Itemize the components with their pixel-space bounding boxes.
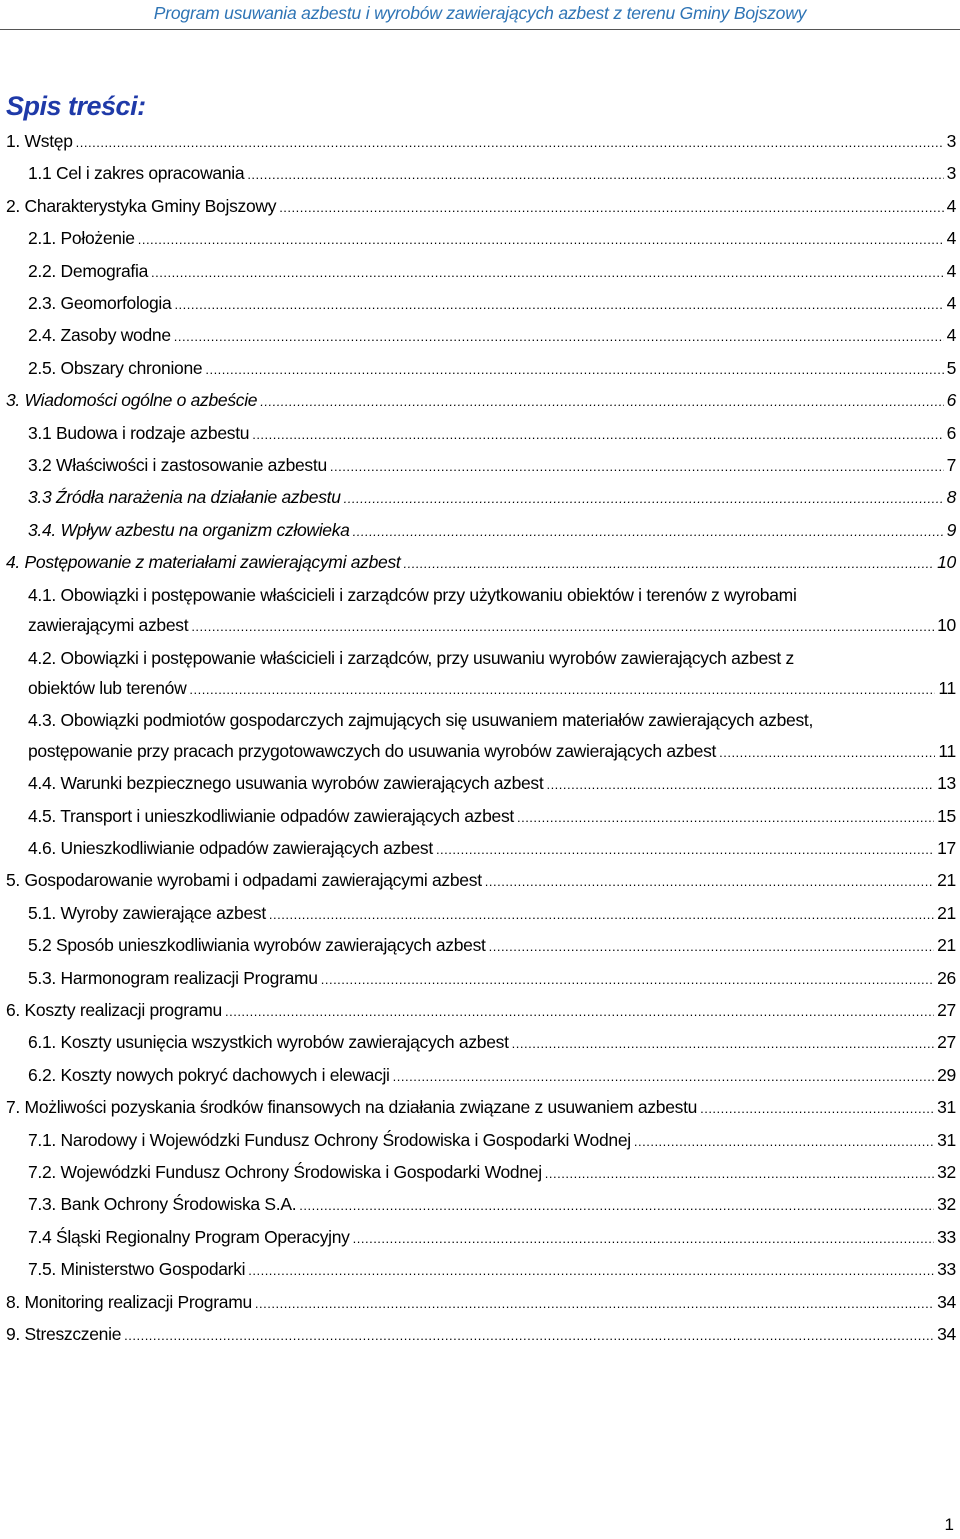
toc-page-number: 6 — [946, 422, 956, 443]
toc-entry[interactable] — [0, 385, 960, 417]
toc-page-number: 29 — [937, 1064, 956, 1085]
toc-entry-text: 9. Streszczenie — [6, 1324, 122, 1345]
toc-entry-text: zawierającymi azbest — [28, 615, 189, 636]
toc-leader-dots — [260, 387, 943, 417]
toc-leader-dots — [174, 322, 944, 352]
toc-leader-dots — [255, 1289, 934, 1319]
toc-title: Spis treści: — [6, 91, 146, 121]
toc-leader-dots — [279, 193, 943, 223]
toc-entry-text: 3.3 Źródła narażenia na działanie azbestu — [28, 487, 341, 508]
toc-entry-text: obiektów lub terenów — [28, 677, 187, 698]
toc-entry[interactable] — [0, 1157, 960, 1189]
toc-entry[interactable] — [0, 1287, 960, 1319]
toc-entry[interactable] — [0, 158, 960, 190]
toc-leader-dots — [330, 452, 944, 482]
toc-entry-text: 5.1. Wyroby zawierające azbest — [28, 902, 266, 923]
toc-entry[interactable] — [0, 801, 960, 833]
toc-entry-text: 5.2 Sposób unieszkodliwiania wyrobów zawierających azbest — [28, 935, 486, 956]
toc-leader-dots — [321, 965, 934, 995]
toc-entry[interactable] — [0, 1125, 960, 1157]
toc-entry[interactable] — [0, 1222, 960, 1254]
toc-entry-row — [6, 1092, 960, 1124]
toc-leader-dots — [489, 932, 935, 962]
toc-entry-text: 2.5. Obszary chronione — [28, 357, 203, 378]
toc-entry[interactable] — [0, 580, 960, 643]
toc-entry-text-line1: 4.1. Obowiązki i postępowanie właścicieli i zarządców przy użytkowaniu obiektów i terenów z wyrobami — [28, 584, 797, 605]
toc-entry[interactable] — [0, 1027, 960, 1059]
toc-entry-row — [28, 450, 960, 482]
toc-entry[interactable] — [0, 126, 960, 158]
toc-entry[interactable] — [0, 930, 960, 962]
toc-leader-dots — [174, 290, 943, 320]
toc-entry-row — [28, 1254, 960, 1286]
toc-entry-row — [28, 610, 960, 642]
toc-leader-dots — [248, 1256, 934, 1286]
toc-entry[interactable] — [0, 1092, 960, 1124]
toc-entry-row — [28, 256, 960, 288]
toc-leader-dots — [252, 420, 943, 450]
toc-page-number: 32 — [937, 1194, 956, 1215]
toc-entry-row — [28, 158, 960, 190]
toc-entry-row — [28, 320, 960, 352]
toc-entry-text: 4. Postępowanie z materiałami zawierającymi azbest — [6, 552, 401, 573]
toc-entry-text-line1: 4.2. Obowiązki i postępowanie właścicieli i zarządców, przy usuwaniu wyrobów zawierających azbest z — [28, 647, 794, 668]
toc-entry-row — [6, 1319, 960, 1351]
toc-page-number: 34 — [937, 1324, 956, 1345]
toc-leader-dots — [719, 738, 935, 768]
toc-leader-dots — [189, 675, 935, 705]
toc-page-number: 32 — [937, 1162, 956, 1182]
toc-entry-row — [28, 288, 960, 320]
toc-page-number: 34 — [937, 1291, 956, 1312]
toc-entry-text: 2.1. Położenie — [28, 228, 135, 249]
toc-leader-dots — [634, 1127, 934, 1157]
toc-entry-row — [6, 1287, 960, 1319]
toc-leader-dots — [191, 612, 934, 642]
toc-page-number: 21 — [937, 935, 956, 956]
toc-entry[interactable] — [0, 515, 960, 547]
toc-page-number: 10 — [937, 615, 956, 636]
toc-page-number: 4 — [946, 260, 956, 281]
toc-entry[interactable] — [0, 1189, 960, 1221]
toc-entry-text: 3. Wiadomości ogólne o azbeście — [6, 390, 258, 411]
toc-entry-text: 7. Możliwości pozyskania środków finansowych na działania związane z usuwaniem azbestu — [6, 1097, 698, 1118]
toc-entry-row — [6, 191, 960, 223]
toc-entry-text: 1. Wstęp — [6, 131, 73, 151]
toc-entry-row — [28, 963, 960, 995]
toc-page-number: 27 — [937, 999, 956, 1020]
toc-page-number: 31 — [937, 1097, 956, 1118]
toc-entry-row — [28, 353, 960, 385]
toc-page-number: 3 — [946, 163, 956, 184]
toc-page-number: 3 — [946, 131, 956, 151]
toc-entry-row — [28, 1157, 960, 1189]
toc-entry[interactable] — [0, 353, 960, 385]
toc-entry-text-line1: 4.3. Obowiązki podmiotów gospodarczych zajmujących się usuwaniem materiałów zawierających azbest, — [28, 710, 814, 731]
toc-page-number: 4 — [946, 325, 956, 346]
running-header: Program usuwania azbestu i wyrobów zawierających azbest z terenu Gminy Bojszowy — [153, 3, 807, 23]
toc-entry[interactable] — [0, 547, 960, 579]
toc-page-number: 17 — [937, 837, 956, 858]
toc-leader-dots — [545, 1159, 934, 1189]
toc-page-number: 11 — [938, 740, 956, 761]
toc-entry[interactable] — [0, 418, 960, 450]
toc-leader-dots — [225, 997, 934, 1027]
toc-page-number: 31 — [937, 1129, 956, 1150]
toc-leader-dots — [247, 160, 943, 190]
toc-entry-row — [28, 768, 960, 800]
page-number: 1 — [944, 1515, 954, 1534]
toc-entry[interactable] — [0, 768, 960, 800]
toc-entry-text: 5. Gospodarowanie wyrobami i odpadami zawierającymi azbest — [6, 870, 482, 891]
toc-page-number: 26 — [937, 967, 956, 988]
toc-entry[interactable] — [0, 833, 960, 865]
toc-entry[interactable] — [0, 898, 960, 930]
toc-entry-row — [28, 1125, 960, 1157]
toc-entry-text: 6.1. Koszty usunięcia wszystkich wyrobów zawierających azbest — [28, 1032, 509, 1053]
toc-leader-dots — [700, 1094, 934, 1124]
toc-entry[interactable] — [0, 320, 960, 352]
toc-entry-text: 5.3. Harmonogram realizacji Programu — [28, 967, 318, 988]
toc-entry-text: 3.2 Właściwości i zastosowanie azbestu — [28, 455, 327, 476]
toc-entry-row — [28, 1222, 960, 1254]
toc-leader-dots — [151, 258, 944, 288]
toc-entry-text: 2. Charakterystyka Gminy Bojszowy — [6, 195, 277, 216]
toc-entry-text: 7.4 Śląski Regionalny Program Operacyjny — [28, 1226, 350, 1247]
toc-entry-row — [28, 482, 960, 514]
toc-leader-dots — [393, 1062, 934, 1092]
toc-entry[interactable] — [0, 1254, 960, 1286]
toc-page-number: 15 — [937, 805, 956, 826]
toc-entry-row — [6, 865, 960, 897]
toc-page-number: 13 — [937, 773, 956, 794]
toc-entry-row — [28, 223, 960, 255]
toc-entry[interactable] — [0, 288, 960, 320]
toc-entry-row — [28, 898, 960, 930]
toc-entry-row — [28, 1027, 960, 1059]
toc-entry-row — [28, 801, 960, 833]
toc-page-number: 27 — [937, 1032, 956, 1053]
toc-entry-row — [6, 995, 960, 1027]
toc-page-number: 4 — [946, 195, 956, 216]
toc-entry-text: 3.4. Wpływ azbestu na organizm człowieka — [28, 519, 350, 540]
toc-leader-dots — [124, 1321, 934, 1351]
toc-entry-row — [28, 1189, 960, 1221]
toc-leader-dots — [517, 803, 934, 833]
toc-leader-dots — [205, 355, 943, 385]
toc-entry-text: 7.2. Wojewódzki Fundusz Ochrony Środowiska i Gospodarki Wodnej — [28, 1162, 542, 1182]
toc-entry-row — [28, 673, 960, 705]
table-of-contents — [0, 126, 960, 1351]
toc-entry-text: 4.6. Unieszkodliwianie odpadów zawierających azbest — [28, 837, 433, 858]
toc-entry-text: 7.3. Bank Ochrony Środowiska S.A. — [28, 1194, 297, 1215]
toc-page-number: 5 — [946, 357, 956, 378]
toc-entry[interactable] — [0, 223, 960, 255]
toc-entry-text: 1.1 Cel i zakres opracowania — [28, 163, 245, 184]
toc-entry[interactable] — [0, 963, 960, 995]
toc-entry[interactable] — [0, 482, 960, 514]
toc-entry[interactable] — [0, 865, 960, 897]
toc-page-number: 10 — [937, 552, 956, 573]
toc-entry[interactable] — [0, 1060, 960, 1092]
toc-entry-text: 8. Monitoring realizacji Programu — [6, 1291, 252, 1312]
toc-entry-text: 2.3. Geomorfologia — [28, 293, 172, 314]
toc-page-number: 8 — [946, 487, 956, 508]
toc-leader-dots — [353, 517, 944, 547]
toc-leader-dots — [269, 900, 934, 930]
toc-entry[interactable] — [0, 995, 960, 1027]
toc-entry-row — [28, 1060, 960, 1092]
toc-leader-dots — [76, 128, 944, 158]
toc-entry[interactable] — [0, 1319, 960, 1351]
toc-leader-dots — [344, 484, 944, 514]
toc-page-number: 6 — [946, 390, 956, 411]
toc-entry-text: 4.5. Transport i unieszkodliwianie odpadów zawierających azbest — [28, 805, 514, 826]
toc-entry-row — [28, 736, 960, 768]
toc-entry[interactable] — [0, 643, 960, 706]
toc-leader-dots — [299, 1191, 934, 1221]
toc-entry-row — [28, 833, 960, 865]
toc-entry[interactable] — [0, 450, 960, 482]
toc-page-number: 33 — [937, 1259, 956, 1280]
toc-entry-row — [28, 515, 960, 547]
toc-entry-row — [6, 385, 960, 417]
toc-entry-text: 6.2. Koszty nowych pokryć dachowych i elewacji — [28, 1064, 390, 1085]
toc-entry-text: 7.1. Narodowy i Wojewódzki Fundusz Ochrony Środowiska i Gospodarki Wodnej — [28, 1129, 631, 1150]
toc-page-number: 11 — [938, 677, 956, 698]
toc-entry-row — [28, 418, 960, 450]
toc-page-number: 4 — [946, 228, 956, 249]
toc-entry-text: 6. Koszty realizacji programu — [6, 999, 222, 1020]
toc-page-number: 21 — [937, 870, 956, 891]
toc-entry-text: postępowanie przy pracach przygotowawczych do usuwania wyrobów zawierających azbest — [28, 740, 717, 761]
toc-entry[interactable] — [0, 705, 960, 768]
toc-entry-text: 2.4. Zasoby wodne — [28, 325, 171, 346]
toc-leader-dots — [512, 1029, 934, 1059]
toc-leader-dots — [485, 867, 934, 897]
toc-entry-text: 2.2. Demografia — [28, 260, 149, 281]
toc-page-number: 7 — [946, 455, 956, 476]
toc-entry-text: 7.5. Ministerstwo Gospodarki — [28, 1259, 246, 1280]
toc-entry-row — [28, 930, 960, 962]
toc-leader-dots — [403, 549, 934, 579]
toc-leader-dots — [436, 835, 934, 865]
toc-page-number: 33 — [937, 1226, 956, 1247]
toc-entry-text: 3.1 Budowa i rodzaje azbestu — [28, 422, 250, 443]
header-divider — [0, 29, 960, 30]
toc-page-number: 4 — [946, 293, 956, 314]
toc-leader-dots — [546, 770, 934, 800]
toc-leader-dots — [353, 1224, 934, 1254]
toc-entry-row — [6, 126, 960, 158]
toc-page-number: 21 — [937, 902, 956, 923]
toc-entry-text: 4.4. Warunki bezpiecznego usuwania wyrobów zawierających azbest — [28, 773, 544, 794]
toc-page-number: 9 — [946, 519, 956, 540]
toc-leader-dots — [138, 225, 944, 255]
toc-entry-row — [6, 547, 960, 579]
toc-entry[interactable] — [0, 191, 960, 223]
toc-entry[interactable] — [0, 256, 960, 288]
